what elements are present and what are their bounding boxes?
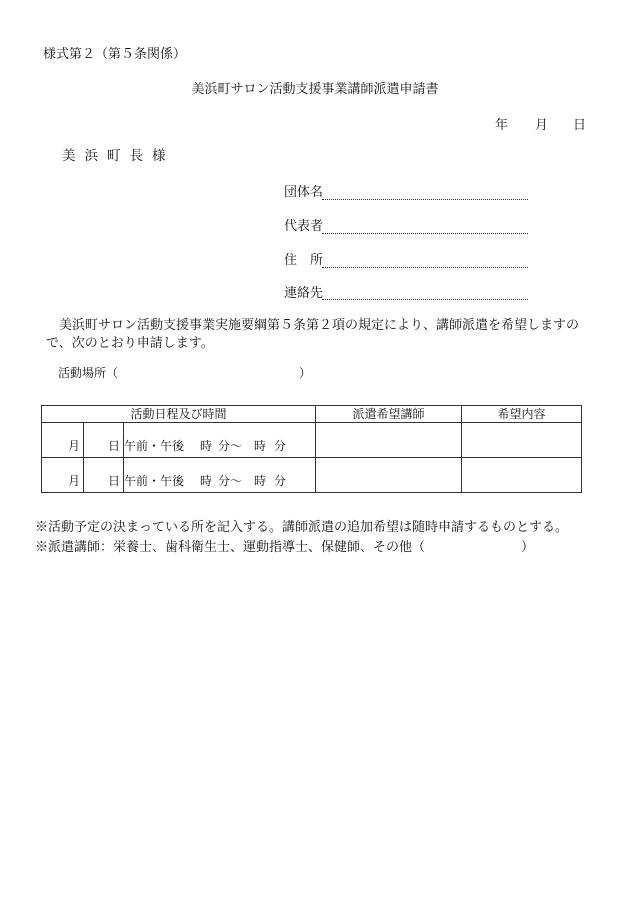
instructor-cell[interactable] [316, 458, 462, 493]
application-statement: 美浜町サロン活動支援事業実施要綱第５条第２項の規定により、講師派遣を希望しますので、次のとおり申請します。 [46, 318, 580, 351]
hour2-text: 時 [254, 439, 267, 453]
date-day-label: 日 [573, 118, 587, 133]
date-year-label: 年 [495, 118, 509, 133]
form-number: 様式第２（第５条関係） [43, 47, 187, 62]
header-schedule: 活動日程及び時間 [42, 406, 316, 423]
content-cell[interactable] [462, 423, 582, 458]
representative-field[interactable] [322, 233, 528, 234]
minute2-text: 分 [274, 474, 287, 488]
schedule-table [41, 405, 582, 493]
time-cell[interactable] [124, 423, 316, 458]
ampm-text: 午前・午後 [124, 439, 185, 453]
note-instructors-close: ） [521, 540, 535, 555]
address-field[interactable] [322, 267, 528, 268]
minute-to-text: 分～ [218, 474, 243, 488]
note-instructors: ※派遣講師：栄養士、歯科衛生士、運動指導士、保健師、その他（ [35, 540, 426, 555]
group-name-field[interactable] [322, 199, 528, 200]
contact-label: 連絡先 [284, 286, 324, 301]
representative-label: 代表者 [284, 219, 324, 234]
content-cell[interactable] [462, 458, 582, 493]
addressee: 美浜町長様 [62, 148, 175, 164]
month-cell[interactable]: 月 [42, 423, 84, 458]
date-month-label: 月 [535, 118, 549, 133]
ampm-text: 午前・午後 [124, 474, 185, 488]
day-cell[interactable]: 日 [84, 423, 124, 458]
activity-place-close: ） [299, 366, 312, 380]
header-content: 希望内容 [462, 406, 582, 423]
time-cell[interactable] [124, 458, 316, 493]
hour-text: 時 [200, 439, 213, 453]
hour-text: 時 [200, 474, 213, 488]
table-row [42, 423, 582, 458]
activity-place-label: 活動場所（ [58, 366, 119, 380]
document-title: 美浜町サロン活動支援事業講師派遣申請書 [191, 82, 439, 97]
minute2-text: 分 [274, 439, 287, 453]
day-cell[interactable]: 日 [84, 458, 124, 493]
group-name-label: 団体名 [284, 185, 324, 200]
hour2-text: 時 [254, 474, 267, 488]
address-label: 住 所 [284, 253, 324, 268]
month-cell[interactable]: 月 [42, 458, 84, 493]
minute-to-text: 分～ [218, 439, 243, 453]
note-activity: ※活動予定の決まっている所を記入する。講師派遣の追加希望は随時申請するものとする。 [35, 520, 569, 535]
instructor-cell[interactable] [316, 423, 462, 458]
contact-field[interactable] [322, 299, 528, 300]
header-instructor: 派遣希望講師 [316, 406, 462, 423]
table-row [42, 458, 582, 493]
